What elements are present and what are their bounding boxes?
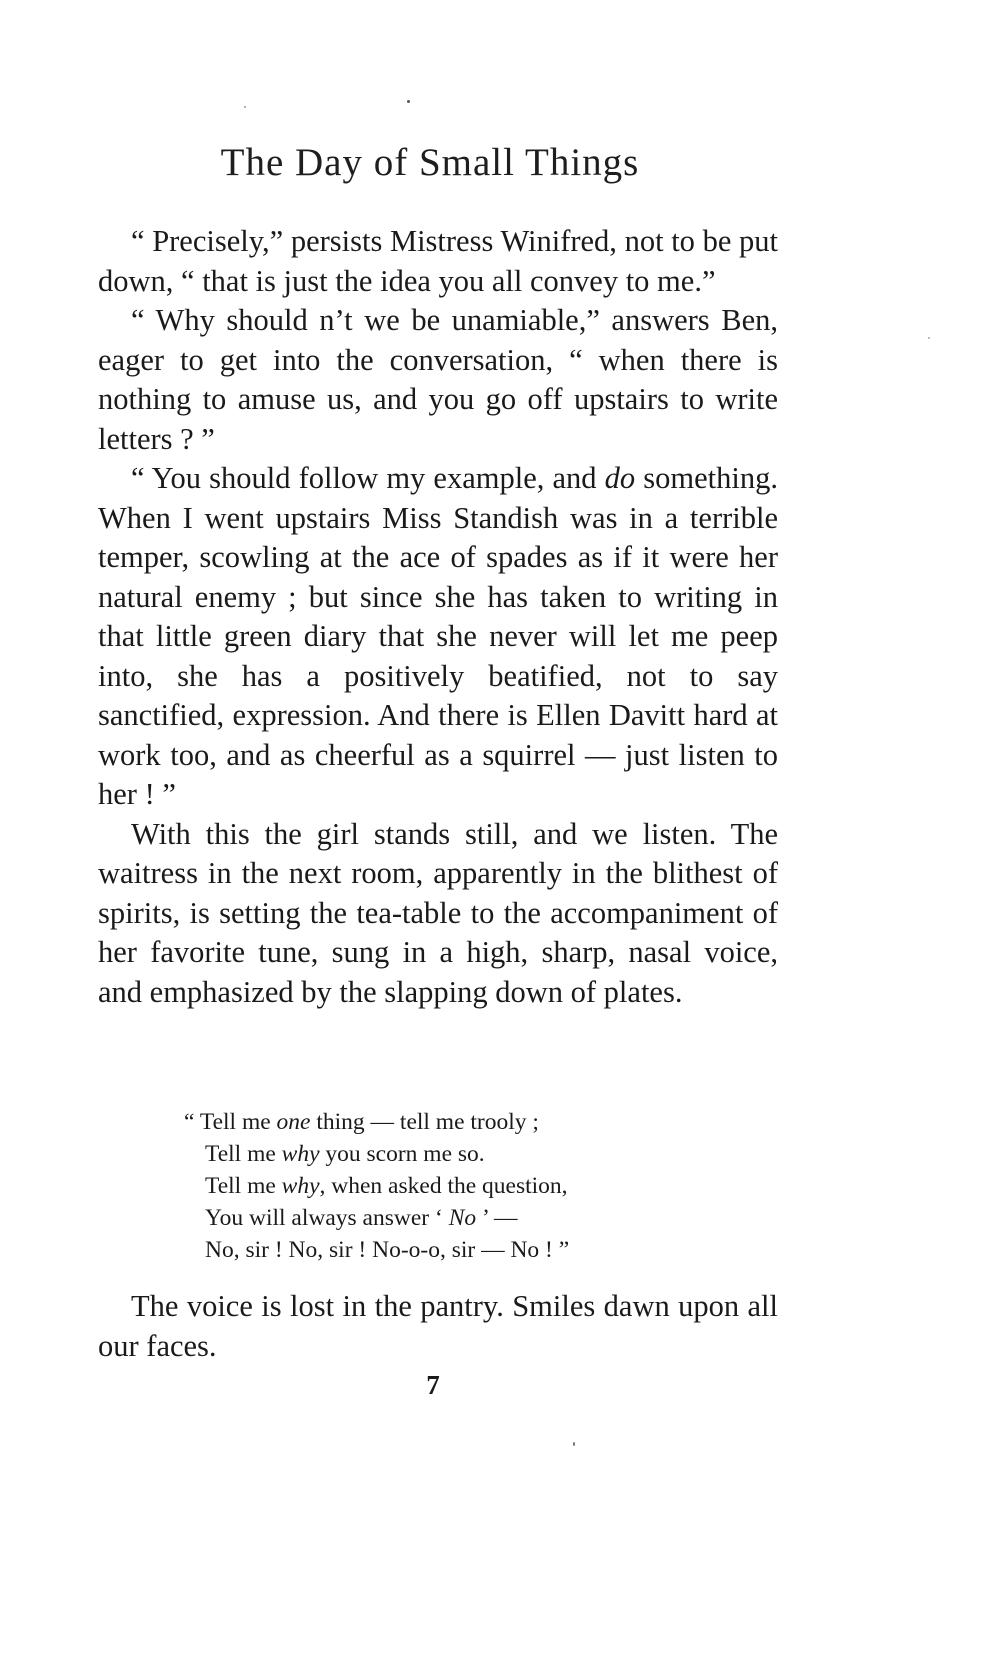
paragraph-waitress: With this the girl stands still, and we listen. The waitress in the next room, apparently in the blithest of spirits, is setting the tea-table to the accompaniment of her favorite tune, sung in a high, sharp, nasal voice, and emphasized by the slapping down of plates. <box>98 816 778 1009</box>
closing-paragraph <box>98 1287 778 1366</box>
scan-speck <box>244 106 246 108</box>
song-verse <box>184 1106 704 1266</box>
paragraph-precisely: “ Precisely,” persists Mistress Winifred, not to be put down, “ that is just the idea you all convey to me.” <box>98 224 778 298</box>
verse-line: Tell me why you scorn me so. <box>205 1141 485 1167</box>
verse-line: “ Tell me one thing — tell me trooly ; <box>184 1109 539 1135</box>
verse-line: Tell me why, when asked the question, <box>205 1173 568 1199</box>
body-text <box>98 222 778 1012</box>
scan-speck <box>407 100 410 103</box>
running-head: The Day of Small Things <box>220 141 640 184</box>
paragraph-follow-example: “ You should follow my example, and do something. When I went upstairs Miss Standish was in a terrible temper, scowling at the ace of spades as if it were her natural enemy ; but since she has taken to writing in that little green diary that she never will let me peep into, she has a positively beatified, not to say sanctified, expression. And there is Ellen Davitt hard at work too, and as cheerful as a squirrel — just listen to her ! ” <box>98 461 778 811</box>
paragraph-closing: The voice is lost in the pantry. Smiles dawn upon all our faces. <box>98 1289 778 1363</box>
scan-speck <box>928 337 930 339</box>
page-number: 7 <box>426 1370 440 1400</box>
paragraph-why-unamiable: “ Why should n’t we be unamiable,” answers Ben, eager to get into the conversation, “ when there is nothing to amuse us, and you go off upstairs to write letters ? ” <box>98 303 778 456</box>
verse-line: No, sir ! No, sir ! No-o-o, sir — No ! ” <box>205 1237 570 1263</box>
scan-speck <box>573 1442 575 1446</box>
verse-line: You will always answer ‘ No ’ — <box>205 1205 518 1231</box>
